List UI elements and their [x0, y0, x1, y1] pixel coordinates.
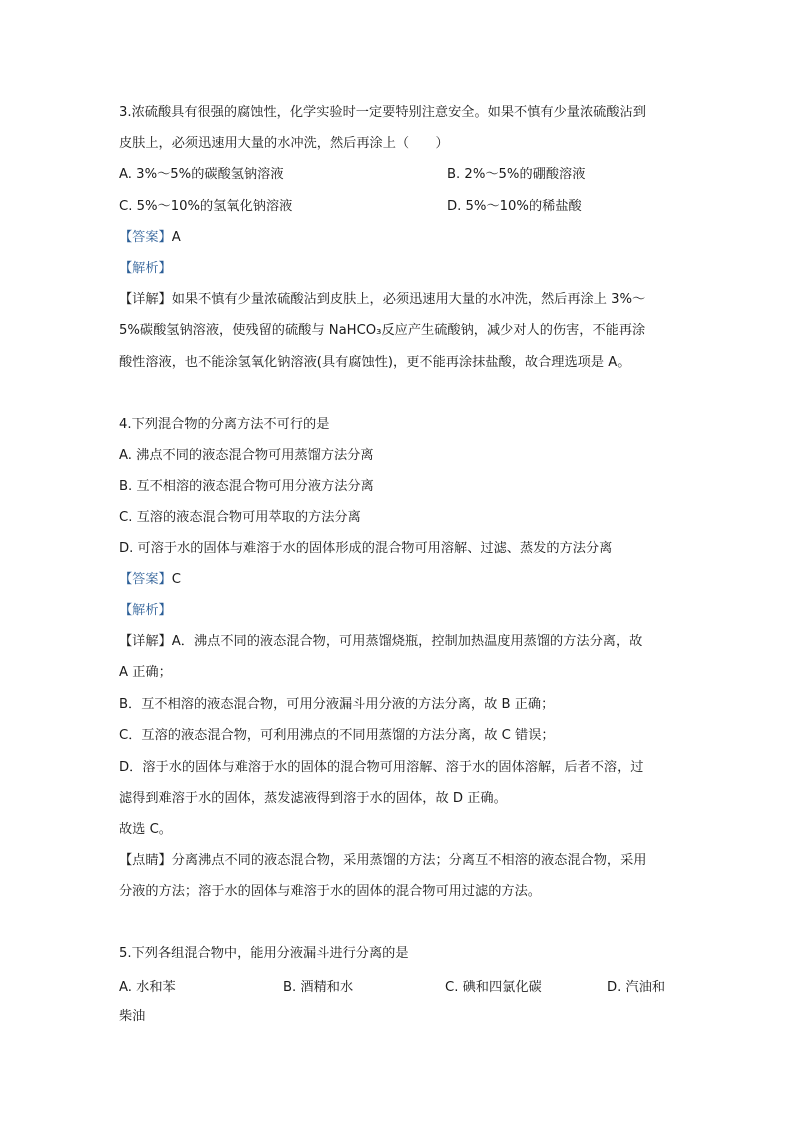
q5-option-d: D. 汽油和	[607, 980, 666, 995]
q3-detail-line2: 5%碳酸氢钠溶液，使残留的硫酸与 NaHCO₃反应产生硫酸钠，减少对人的伤害，不能再涂	[119, 323, 646, 338]
comment-text: 分离沸点不同的液态混合物，采用蒸馏的方法；分离互不相溶的液态混合物，采用	[171, 853, 647, 868]
comment-tag: 【点睛】	[119, 853, 172, 868]
q4-stem: 4.下列混合物的分离方法不可行的是	[119, 417, 330, 432]
q3-option-b: B. 2%～5%的硼酸溶液	[447, 167, 586, 182]
detail-text: A．沸点不同的液态混合物，可用蒸馏烧瓶，控制加热温度用蒸馏的方法分离，故	[171, 634, 643, 649]
q4-comment-line2: 分液的方法；溶于水的固体与难溶于水的固体的混合物可用过滤的方法。	[119, 884, 541, 899]
q5-option-c: C. 碘和四氯化碳	[445, 980, 542, 995]
q4-option-d: D. 可溶于水的固体与难溶于水的固体形成的混合物可用溶解、过滤、蒸发的方法分离	[119, 541, 613, 556]
q4-option-b: B. 互不相溶的液态混合物可用分液方法分离	[119, 479, 374, 494]
q5-option-a: A. 水和苯	[119, 980, 176, 995]
answer-tag: 【答案】	[119, 230, 172, 245]
q5-option-d-continued: 柴油	[119, 1009, 146, 1024]
q4-option-a: A. 沸点不同的液态混合物可用蒸馏方法分离	[119, 448, 374, 463]
q5-option-b: B. 酒精和水	[283, 980, 354, 995]
q3-option-c: C. 5%～10%的氢氧化钠溶液	[119, 199, 293, 214]
q3-analysis-tag: 【解析】	[119, 261, 172, 276]
q3-stem-line2: 皮肤上，必须迅速用大量的水冲洗，然后再涂上（ ）	[119, 136, 449, 151]
q4-detail-line1	[119, 632, 642, 652]
q4-detail-line5: D．溶于水的固体与难溶于水的固体的混合物可用溶解、溶于水的固体溶解，后者不溶，过	[119, 760, 644, 775]
detail-text: 如果不慎有少量浓硫酸沾到皮肤上，必须迅速用大量的水冲洗，然后再涂上 3%～	[171, 292, 646, 307]
q3-stem-line1: 3.浓硫酸具有很强的腐蚀性，化学实验时一定要特别注意安全。如果不慎有少量浓硫酸沾到	[119, 105, 646, 120]
q3-option-a: A. 3%～5%的碳酸氢钠溶液	[119, 167, 284, 182]
q5-options-row	[119, 976, 679, 996]
q4-detail-line3: B．互不相溶的液态混合物，可用分液漏斗用分液的方法分离，故 B 正确；	[119, 697, 555, 712]
q5-stem: 5.下列各组混合物中，能用分液漏斗进行分离的是	[119, 946, 409, 961]
q4-option-c: C. 互溶的液态混合物可用萃取的方法分离	[119, 510, 361, 525]
q3-detail-line3: 酸性溶液，也不能涂氢氧化钠溶液(具有腐蚀性)，更不能再涂抹盐酸，故合理选项是 A。	[119, 355, 631, 370]
q3-option-d: D. 5%～10%的稀盐酸	[447, 199, 582, 214]
q3-answer	[119, 228, 181, 248]
q4-conclusion: 故选 C。	[119, 822, 172, 837]
answer-value: A	[171, 230, 181, 245]
q4-comment-line1	[119, 851, 647, 871]
q3-detail-line1	[119, 290, 645, 310]
q4-detail-line6: 滤得到难溶于水的固体，蒸发滤液得到溶于水的固体，故 D 正确。	[119, 791, 507, 806]
answer-value: C	[171, 572, 181, 587]
detail-tag: 【详解】	[119, 292, 172, 307]
detail-tag: 【详解】	[119, 634, 172, 649]
q4-detail-line2: A 正确；	[119, 665, 172, 680]
answer-tag: 【答案】	[119, 572, 172, 587]
q4-detail-line4: C．互溶的液态混合物，可利用沸点的不同用蒸馏的方法分离，故 C 错误；	[119, 728, 555, 743]
q4-analysis-tag: 【解析】	[119, 603, 172, 618]
q4-answer	[119, 570, 181, 590]
